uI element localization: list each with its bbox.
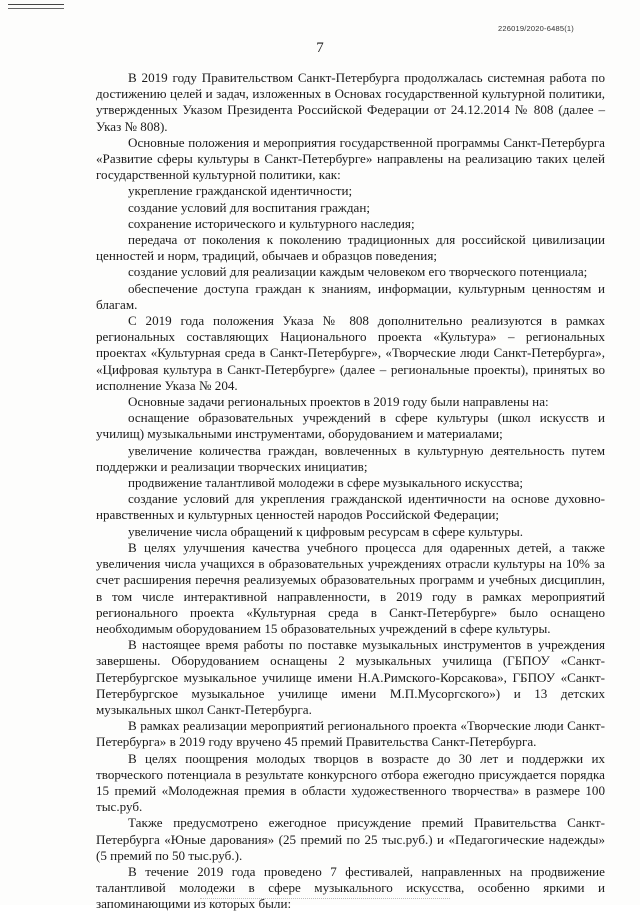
body-text — [96, 70, 605, 913]
list-item: сохранение исторического и культурного наследия; — [128, 215, 415, 231]
list-item: увеличение количества граждан, вовлеченных в культурную деятельность путем поддержки и реализации творческих инициатив; — [96, 442, 605, 474]
list-item: укрепление гражданской идентичности; — [128, 183, 353, 199]
paragraph: В настоящее время работы по поставке музыкальных инструментов в учреждения завершены. Оборудованием оснащены 2 музыкальных училища (ГБПОУ «Санкт-Петербургское музыкальное училище имени Н.А.Римского-Корсакова», ГБПОУ «Санкт-Петербургское музыкальное училище имени М.П.Мусоргского») и 13 детских музыкальных школ Санкт-Петербурга. — [96, 637, 605, 717]
list-item: создание условий для укрепления гражданской идентичности на основе духовно-нравственных и культурных ценностей народов Российской Федерации; — [96, 491, 605, 523]
list-item: продвижение талантливой молодежи в сфере музыкального искусства; — [128, 475, 524, 491]
paragraph: В целях улучшения качества учебного процесса для одаренных детей, а также увеличения числа учащихся в образовательных учреждениях отрасли культуры на 10% за счет расширения перечня реализуемых образовательных программ и учебных дисциплин, в том числе интерактивной направленности, в 2019 году в рамках мероприятий регионального проекта «Культурная среда в Санкт-Петербурге» было оснащено необходимым оборудованием 15 образовательных учреждений в сфере культуры. — [96, 539, 605, 636]
paragraph: Основные задачи региональных проектов в 2019 году были направлены на: — [128, 394, 549, 410]
list-item: увеличение числа обращений к цифровым ресурсам в сфере культуры. — [128, 523, 524, 539]
paragraph: Также предусмотрено ежегодное присуждение премий Правительства Санкт-Петербурга «Юные дарования» (25 премий по 25 тыс.руб.) и «Педагогические надежды» (5 премий по 50 тыс.руб.). — [96, 815, 605, 863]
paragraph: В целях поощрения молодых творцов в возрасте до 30 лет и поддержки их творческого потенциала в результате конкурсного отбора ежегодно присуждается порядка 15 премий «Молодежная премия в области художественного творчества» в размере 100 тыс.руб. — [96, 750, 605, 815]
list-item: создание условий для реализации каждым человеком его творческого потенциала; — [128, 264, 588, 280]
top-rule — [8, 4, 64, 5]
page-number: 7 — [316, 40, 324, 56]
top-rule-secondary — [8, 8, 64, 9]
paragraph: С 2019 года положения Указа № 808 дополнительно реализуются в рамках региональных составляющих Национального проекта «Культура» – региональных проектах «Культурная среда в Санкт-Петербурге», «Творческие люди Санкт-Петербурга», «Цифровая культура в Санкт-Петербурге» (далее – региональные проекты), принятых во исполнение Указа № 204. — [96, 313, 605, 393]
document-id: 226019/2020-6485(1) — [498, 24, 574, 33]
paragraph: В течение 2019 года проведено 7 фестивалей, направленных на продвижение талантливой молодежи в сфере музыкального искусства, особенно яркими и запоминающими из которых были: — [96, 863, 605, 912]
list-item: оснащение образовательных учреждений в сфере культуры (школ искусств и училищ) музыкальными инструментами, оборудованием и материалами; — [96, 410, 605, 442]
list-item: создание условий для воспитания граждан; — [128, 199, 370, 215]
paragraph: Основные положения и мероприятия государственной программы Санкт-Петербурга «Развитие сферы культуры в Санкт-Петербурге» направлены на реализацию таких целей государственной культурной политики, как: — [96, 134, 605, 183]
bottom-scan-artifact — [200, 898, 450, 902]
paragraph: В рамках реализации мероприятий регионального проекта «Творческие люди Санкт-Петербурга» в 2019 году вручено 45 премий Правительства Санкт-Петербурга. — [96, 718, 605, 750]
list-item: передача от поколения к поколению традиционных для российской цивилизации ценностей и норм, традиций, обычаев и образцов поведения; — [96, 232, 605, 264]
list-item: обеспечение доступа граждан к знаниям, информации, культурным ценностям и благам. — [96, 280, 605, 312]
paragraph: В 2019 году Правительством Санкт-Петербурга продолжалась системная работа по достижению целей и задач, изложенных в Основах государственной культурной политики, утвержденных Указом Президента Российской Федерации от 24.12.2014 № 808 (далее – Указ № 808). — [96, 70, 605, 134]
